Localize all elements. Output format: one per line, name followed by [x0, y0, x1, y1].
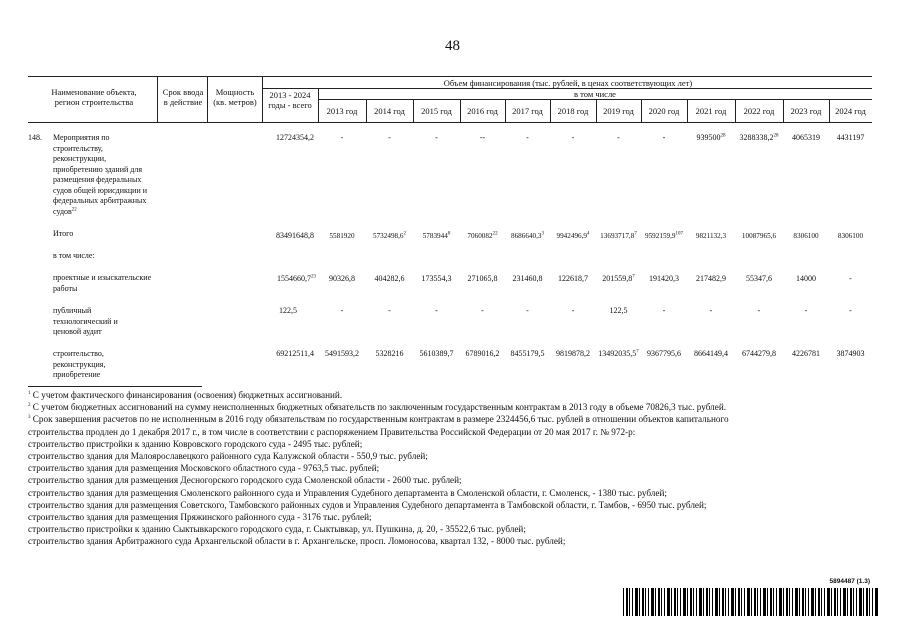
item-cell — [413, 133, 460, 143]
barcode-label: 5894487 (1.3) — [829, 578, 870, 585]
barcode-image — [623, 588, 878, 616]
incl-label: в том числе: — [53, 251, 95, 260]
audit-cell — [550, 306, 596, 316]
cell-value: 90326,8 — [329, 274, 355, 283]
item-name-text: Мероприятия по строительству, реконструкции, приобретению зданий для размещения федеральных судов общей юрисдикции и федеральных арбитражных судов — [53, 133, 148, 216]
footnote-text: строительство здания Арбитражного суда Архангельской области в г. Архангельске, просп. Ломоносова, квартал 132, - 8000 тыс. рублей; — [28, 536, 566, 547]
cell-value: - — [526, 306, 529, 315]
cell-value: - — [757, 306, 761, 315]
cell-footnote-ref: 2 — [403, 231, 407, 237]
footnote-line — [28, 462, 878, 474]
cell-value: - — [340, 133, 344, 142]
cell-value: 8455179,5 — [510, 349, 545, 358]
constr-cell — [735, 349, 783, 359]
itogo-cell — [318, 231, 366, 241]
cell-footnote-ref: 8 — [447, 231, 451, 237]
item-cell — [318, 133, 366, 143]
footnote-text: строительство здания для Малоярославецкого районного суда Калужской области - 550,9 тыс. рублей; — [28, 451, 428, 461]
page-number: 48 — [445, 38, 460, 54]
audit-cell — [318, 306, 366, 316]
footnote-line — [28, 523, 878, 535]
cell-value: - — [571, 133, 575, 142]
design-cell — [735, 274, 783, 284]
table-top-rule — [28, 76, 872, 77]
audit-cell — [735, 306, 783, 316]
item-cell — [550, 133, 596, 143]
item-cell — [596, 133, 641, 143]
footnote-line — [28, 474, 878, 486]
footnote-line — [28, 499, 878, 511]
constr-cell — [460, 349, 505, 359]
cell-value: 4431197 — [836, 133, 865, 142]
cell-value: 5732498,6 — [372, 232, 404, 240]
item-name — [53, 133, 153, 217]
header-year: 2023 год — [790, 106, 822, 116]
item-cell — [366, 133, 413, 143]
cell-footnote-ref: 22 — [492, 231, 498, 237]
cell-value: 201559,8 — [602, 274, 633, 283]
header-year: 2014 год — [374, 106, 405, 116]
footnote-line — [28, 450, 878, 462]
audit-cell — [641, 306, 687, 316]
cell-value: - — [435, 306, 438, 315]
cell-value: - — [526, 133, 529, 142]
constr-cell — [829, 349, 872, 359]
cell-value: - — [617, 133, 620, 142]
incl-subrule — [318, 99, 872, 100]
cell-value: 3874903 — [836, 349, 865, 358]
cell-value: 13693717,8 — [600, 232, 635, 240]
audit-cell — [505, 306, 550, 316]
constr-total: 69212511,4 — [276, 349, 314, 358]
constr-cell — [550, 349, 596, 359]
header-year: 2013 год — [326, 106, 358, 116]
constr-cell — [783, 349, 829, 359]
cell-value: 173554,3 — [421, 274, 452, 283]
cell-value: - — [804, 306, 808, 315]
footnote-text: строительство здания для размещения Десногорского городского суда Смоленской области - 2600 тыс. рублей; — [28, 475, 462, 486]
item-cell — [505, 133, 550, 143]
design-total — [262, 274, 316, 284]
design-cell — [460, 274, 505, 284]
cell-value: - — [709, 306, 713, 315]
itogo-cell — [460, 231, 505, 241]
cell-footnote-ref: 28 — [720, 133, 726, 139]
footnote-text: строительство пристройки к зданию Ковровского городского суда - 2495 тыс. рублей; — [28, 438, 363, 449]
audit-cell — [366, 306, 413, 316]
constr-cell — [366, 349, 413, 359]
cell-value: 6789016,2 — [465, 349, 500, 358]
audit-cell — [687, 306, 735, 316]
header-total: 2013 - 2024 годы - всего — [268, 90, 312, 110]
footnote-line — [28, 535, 878, 547]
design-cell — [783, 274, 829, 284]
design-cell — [366, 274, 413, 284]
header-year: 2018 год — [557, 106, 589, 116]
cell-value: - — [340, 306, 344, 315]
footnote-text: строительство пристройки к зданию Сыктывкарского городского суда, г. Сыктывкар, ул. Пушкина, д. 20, - 35522,6 тыс. рублей; — [28, 524, 526, 535]
cell-value: 5783944 — [422, 232, 448, 240]
cell-value: 3288338,2 — [739, 133, 774, 142]
constr-cell — [687, 349, 735, 359]
cell-value: - — [849, 274, 852, 283]
audit-cell — [596, 306, 641, 316]
design-cell — [687, 274, 735, 284]
footnote-line — [28, 511, 878, 523]
audit-cell — [413, 306, 460, 316]
col-divider — [262, 76, 263, 122]
table-header-bottom-rule — [28, 122, 872, 123]
cell-value: 5610389,7 — [419, 349, 454, 358]
footnote-marker: 2 — [28, 403, 31, 409]
header-year: 2019 год — [603, 106, 634, 116]
cell-value: 8664149,4 — [694, 349, 728, 358]
header-year: 2016 год — [467, 106, 498, 116]
col-divider — [157, 76, 158, 122]
design-cell — [596, 274, 641, 284]
constr-cell — [596, 349, 641, 359]
header-date: Срок ввода в действие — [162, 87, 204, 107]
cell-value: -- — [479, 133, 486, 142]
cell-value: 939500 — [696, 133, 721, 142]
cell-footnote-ref: 7 — [632, 274, 635, 280]
item-total: 12724354,2 — [276, 133, 314, 142]
cell-value: 231460,8 — [512, 274, 543, 283]
item-cell — [460, 133, 505, 143]
audit-label: публичный технологический и ценовой аудит — [53, 306, 118, 336]
header-financing: Объем финансирования (тыс. рублей, в ценах соответствующих лет) — [443, 78, 693, 88]
itogo-cell — [783, 231, 829, 241]
footnote-line — [28, 413, 878, 425]
barcode-block — [623, 578, 878, 618]
constr-cell — [318, 349, 366, 359]
design-cell — [318, 274, 366, 284]
cell-footnote-ref: 4 — [587, 231, 590, 237]
cell-value: 122618,7 — [558, 274, 588, 283]
audit-cell — [829, 306, 872, 316]
cell-footnote-ref: 107 — [675, 231, 684, 237]
cell-value: 122,5 — [609, 306, 628, 315]
itogo-total: 83491648,8 — [276, 231, 314, 240]
cell-value: 5328216 — [375, 349, 404, 358]
cell-value: - — [849, 306, 852, 315]
cell-value: 9821132,3 — [695, 232, 727, 240]
item-cell — [829, 133, 872, 143]
cell-value: 8686640,3 — [510, 232, 542, 240]
cell-footnote-ref: 7 — [636, 349, 639, 355]
cell-value: 4065319 — [792, 133, 820, 142]
item-cell — [783, 133, 829, 143]
cell-value: - — [388, 133, 391, 142]
col-divider — [318, 88, 319, 122]
header-year: 2024 год — [835, 106, 866, 116]
cell-value: 7060082 — [467, 232, 493, 240]
footnote-text: С учетом фактического финансирования (освоения) бюджетных ассигнований. — [30, 390, 343, 400]
constr-cell — [505, 349, 550, 359]
item-name-sup: 22 — [71, 206, 77, 212]
audit-cell — [460, 306, 505, 316]
header-year: 2022 год — [743, 106, 775, 116]
footnote-line — [28, 426, 878, 438]
constr-cell — [641, 349, 687, 359]
design-total-sup: 23 — [311, 274, 316, 280]
cell-value: 217482,9 — [696, 274, 726, 283]
cell-value: 14000 — [796, 274, 816, 283]
design-cell — [829, 274, 872, 284]
itogo-cell — [687, 231, 735, 241]
footnote-text: строительство здания для размещения Пряжинского районного суда - 3176 тыс. рублей; — [28, 512, 372, 522]
footnote-marker: 1 — [28, 390, 31, 396]
itogo-cell — [596, 231, 641, 241]
cell-value: - — [388, 306, 391, 315]
cell-value: 191420,3 — [649, 274, 679, 283]
constr-cell — [413, 349, 460, 359]
footnote-line — [28, 487, 878, 499]
itogo-cell — [413, 231, 460, 241]
item-cell — [687, 133, 735, 143]
constr-label: строительство, реконструкция, приобретение — [53, 349, 106, 379]
item-cell — [735, 133, 783, 143]
cell-value: 4226781 — [792, 349, 820, 358]
cell-value: 9592159,9 — [644, 232, 676, 240]
header-year: 2020 год — [648, 106, 680, 116]
cell-value: - — [481, 306, 484, 315]
cell-value: - — [662, 306, 666, 315]
col-divider — [207, 76, 208, 122]
design-cell — [505, 274, 550, 284]
footnote-text: строительство здания для размещения Советского, Тамбовского районных судов и Управления Судебного департамента в Тамбовской области, г. Тамбов, - 6950 тыс. рублей; — [28, 499, 707, 510]
footnote-text: Срок завершения расчетов по не исполненным в 2016 году обязательствам по государственным контрактам в размере 2324456,6 тыс. рублей в отношении объектов капитального — [30, 414, 729, 425]
header-capacity: Мощность (кв. метров) — [213, 87, 257, 107]
cell-value: 5581920 — [329, 232, 355, 240]
cell-value: 6744279,8 — [742, 349, 776, 358]
cell-value: 9367795,6 — [647, 349, 681, 358]
itogo-cell — [829, 231, 872, 241]
footnote-marker: 3 — [28, 415, 31, 421]
cell-value: 55347,6 — [746, 274, 772, 283]
itogo-label: Итого — [53, 229, 74, 238]
cell-value: 5491593,2 — [325, 349, 359, 358]
footnote-line — [28, 389, 878, 401]
design-label: проектные и изыскательские работы — [53, 273, 152, 293]
header-incl: в том числе — [574, 89, 616, 99]
footnote-text: С учетом бюджетных ассигнований на сумму неисполненных бюджетных обязательств по заключенным государственным контрактам в 2013 году в объеме 70826,3 тыс. рублей. — [30, 402, 727, 413]
cell-value: 404282,6 — [374, 274, 405, 283]
design-cell — [550, 274, 596, 284]
cell-value: 9942496,9 — [556, 232, 588, 240]
audit-total: 122,5 — [279, 306, 297, 315]
cell-value: 13492035,5 — [598, 349, 637, 358]
footnote-text: строительство здания для размещения Московского областного суда - 9763,5 тыс. рублей; — [28, 463, 380, 474]
cell-value: 8306100 — [793, 232, 819, 240]
cell-value: - — [662, 133, 666, 142]
footnote-line — [28, 438, 878, 450]
design-cell — [641, 274, 687, 284]
itogo-cell — [735, 231, 783, 241]
cell-value: - — [571, 306, 575, 315]
itogo-cell — [641, 231, 687, 241]
item-cell — [641, 133, 687, 143]
design-total-value: 1554660,7 — [277, 274, 311, 283]
header-year: 2017 год — [512, 106, 543, 116]
cell-footnote-ref: 7 — [634, 231, 637, 237]
design-cell — [413, 274, 460, 284]
cell-value: 9819878,2 — [556, 349, 590, 358]
item-number: 148. — [28, 133, 42, 142]
footnote-text: строительства продлен до 1 декабря 2017 г., в том числе в соответствии с распоряжением Правительства Российской Федерации от 20 мая 2017 г. № 972-р: — [28, 426, 636, 437]
footnote-line — [28, 401, 878, 413]
cell-footnote-ref: 3 — [541, 231, 545, 237]
header-name: Наименование объекта, регион строительства — [51, 87, 137, 107]
cell-value: 8306100 — [837, 232, 864, 240]
cell-footnote-ref: 28 — [773, 133, 779, 139]
cell-value: 10087965,6 — [741, 232, 777, 240]
itogo-cell — [505, 231, 550, 241]
footnote-text: строительство здания для размещения Смоленского районного суда и Управления Судебного департамента в Смоленской области, г. Смоленск, - 1380 тыс. рублей; — [28, 487, 667, 498]
audit-cell — [783, 306, 829, 316]
itogo-cell — [366, 231, 413, 241]
header-year: 2021 год — [695, 106, 727, 116]
cell-value: 271065,8 — [467, 274, 498, 283]
footnote-rule — [28, 386, 202, 387]
itogo-cell — [550, 231, 596, 241]
cell-value: - — [435, 133, 438, 142]
header-year: 2015 год — [421, 106, 452, 116]
